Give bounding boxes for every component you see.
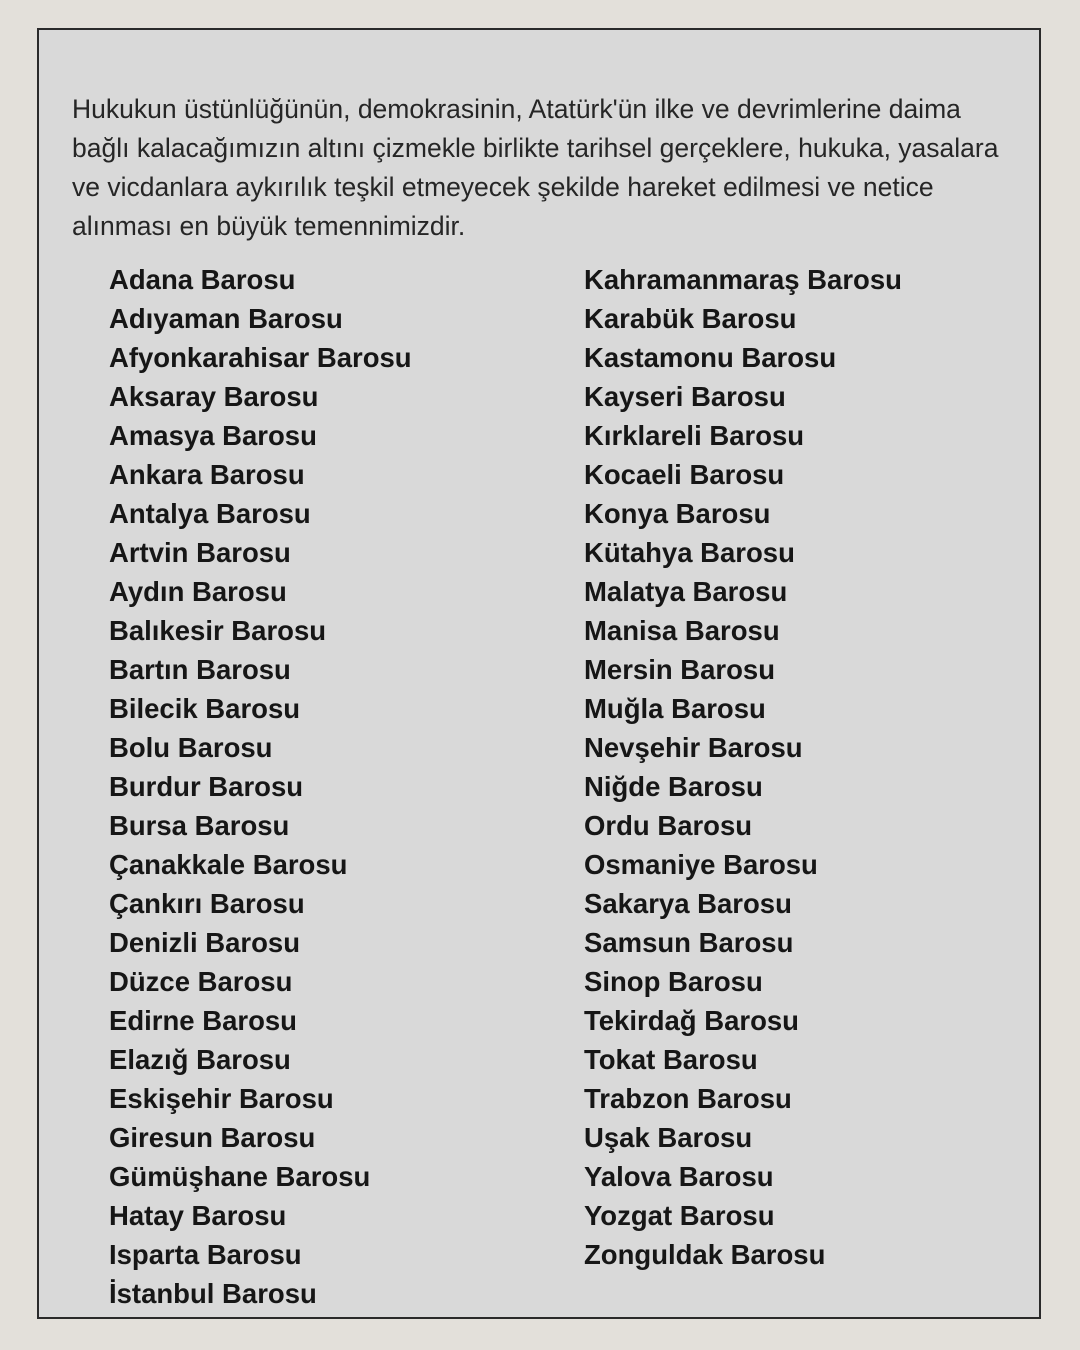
bar-association-item: Tekirdağ Barosu xyxy=(584,1005,799,1036)
bar-association-item: Antalya Barosu xyxy=(109,498,311,529)
bar-association-item: Burdur Barosu xyxy=(109,771,304,802)
bar-list-right xyxy=(584,260,1024,1274)
bar-association-item: Giresun Barosu xyxy=(109,1122,316,1153)
bar-association-item: Zonguldak Barosu xyxy=(584,1239,826,1270)
bar-association-item: Gümüşhane Barosu xyxy=(109,1161,371,1192)
bar-association-item: Eskişehir Barosu xyxy=(109,1083,334,1114)
bar-association-item: Isparta Barosu xyxy=(109,1239,302,1270)
bar-association-item: Karabük Barosu xyxy=(584,303,797,334)
bar-association-item: Bursa Barosu xyxy=(109,810,290,841)
bar-association-item: Elazığ Barosu xyxy=(109,1044,291,1075)
bar-association-item: Balıkesir Barosu xyxy=(109,615,327,646)
bar-association-item: Samsun Barosu xyxy=(584,927,794,958)
bar-association-item: Hatay Barosu xyxy=(109,1200,287,1231)
bar-association-item: Afyonkarahisar Barosu xyxy=(109,342,412,373)
bar-list-left xyxy=(109,260,549,1313)
bar-association-item: Niğde Barosu xyxy=(584,771,763,802)
bar-association-item: Bilecik Barosu xyxy=(109,693,301,724)
bar-association-item: Edirne Barosu xyxy=(109,1005,297,1036)
bar-association-item: Nevşehir Barosu xyxy=(584,732,803,763)
bar-association-item: Çanakkale Barosu xyxy=(109,849,348,880)
bar-association-item: Sinop Barosu xyxy=(584,966,763,997)
bar-association-item: Yozgat Barosu xyxy=(584,1200,775,1231)
bar-association-item: Kütahya Barosu xyxy=(584,537,795,568)
bar-association-item: Malatya Barosu xyxy=(584,576,788,607)
bar-association-item: Adana Barosu xyxy=(109,264,296,295)
bar-association-item: Amasya Barosu xyxy=(109,420,317,451)
bar-association-item: Ankara Barosu xyxy=(109,459,305,490)
bar-association-item: Denizli Barosu xyxy=(109,927,301,958)
bar-association-item: Kastamonu Barosu xyxy=(584,342,837,373)
bar-association-item: Muğla Barosu xyxy=(584,693,766,724)
bar-association-item: Ordu Barosu xyxy=(584,810,753,841)
bar-association-item: Uşak Barosu xyxy=(584,1122,753,1153)
statement-card xyxy=(37,28,1041,1319)
bar-association-item: Bartın Barosu xyxy=(109,654,291,685)
bar-association-item: Manisa Barosu xyxy=(584,615,780,646)
bar-association-item: Bolu Barosu xyxy=(109,732,273,763)
bar-association-item: Osmaniye Barosu xyxy=(584,849,818,880)
bar-association-item: Konya Barosu xyxy=(584,498,771,529)
intro-paragraph: Hukukun üstünlüğünün, demokrasinin, Atatürk'ün ilke ve devrimlerine daima bağlı kalacağımızın altını çizmekle birlikte tarihsel gerçeklere, hukuka, yasalara ve vicdanlara aykırılık teşkil etmeyecek şekilde hareket edilmesi ve netice alınması en büyük temennimizdir. xyxy=(72,94,999,241)
bar-association-item: Tokat Barosu xyxy=(584,1044,758,1075)
bar-association-item: Mersin Barosu xyxy=(584,654,776,685)
bar-association-item: Trabzon Barosu xyxy=(584,1083,792,1114)
bar-association-item: Aksaray Barosu xyxy=(109,381,319,412)
bar-association-item: Kırklareli Barosu xyxy=(584,420,805,451)
bar-association-item: Artvin Barosu xyxy=(109,537,291,568)
bar-association-item: Düzce Barosu xyxy=(109,966,293,997)
bar-association-item: Kocaeli Barosu xyxy=(584,459,785,490)
bar-association-item: İstanbul Barosu xyxy=(109,1278,317,1309)
bar-association-item: Aydın Barosu xyxy=(109,576,287,607)
bar-association-item: Yalova Barosu xyxy=(584,1161,774,1192)
bar-association-item: Sakarya Barosu xyxy=(584,888,792,919)
bar-association-item: Kayseri Barosu xyxy=(584,381,786,412)
bar-association-item: Kahramanmaraş Barosu xyxy=(584,264,902,295)
bar-association-item: Çankırı Barosu xyxy=(109,888,305,919)
bar-association-item: Adıyaman Barosu xyxy=(109,303,343,334)
